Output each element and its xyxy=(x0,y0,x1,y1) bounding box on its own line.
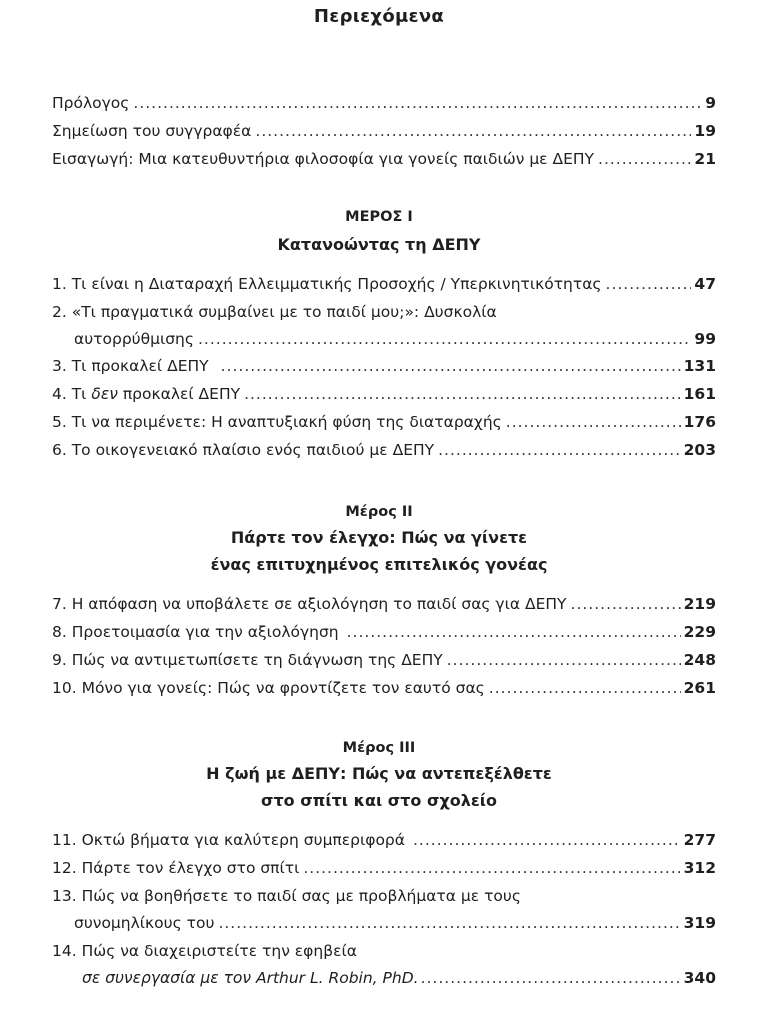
toc-entry-chapter-8[interactable] xyxy=(52,621,716,643)
leader-dots xyxy=(421,967,681,989)
entry-label: 3. Τι προκαλεί ΔΕΠΥ xyxy=(52,357,209,375)
leader-dots xyxy=(571,593,681,615)
entry-label: 2. «Τι πραγματικά συμβαίνει με το παιδί μου;»: Δυσκολία xyxy=(52,303,497,321)
toc-entry-chapter-2-line2[interactable] xyxy=(52,328,716,350)
entry-label: 10. Μόνο για γονείς: Πώς να φροντίζετε τον εαυτό σας xyxy=(52,679,485,697)
toc-entry-chapter-14-line2[interactable] xyxy=(82,967,716,989)
entry-label: Πρόλογος xyxy=(52,94,130,112)
entry-label: Εισαγωγή: Μια κατευθυντήρια φιλοσοφία για γονείς παιδιών με ΔΕΠΥ xyxy=(52,150,595,168)
entry-label: 8. Προετοιμασία για την αξιολόγηση xyxy=(52,623,339,641)
toc-entry-prologue[interactable] xyxy=(52,92,716,114)
leader-dots xyxy=(244,383,681,405)
toc-entry-chapter-10[interactable] xyxy=(52,677,716,699)
entry-label: 12. Πάρτε τον έλεγχο στο σπίτι xyxy=(52,859,300,877)
part-label: Μέρος ΙΙΙ xyxy=(342,740,416,756)
leader-dots xyxy=(447,649,681,671)
entry-page: 203 xyxy=(683,441,716,459)
toc-entry-chapter-13-line2[interactable] xyxy=(52,912,716,934)
leader-dots xyxy=(221,355,681,377)
entry-label: 1. Τι είναι η Διαταραχή Ελλειμματικής Προσοχής / Υπερκινητικότητας xyxy=(52,275,602,293)
entry-label-post: προκαλεί ΔΕΠΥ xyxy=(117,385,241,403)
entry-page: 9 xyxy=(705,94,716,112)
leader-dots xyxy=(606,273,692,295)
toc-entry-chapter-12[interactable] xyxy=(52,857,716,879)
entry-page: 261 xyxy=(683,679,716,697)
entry-label: Σημείωση του συγγραφέα xyxy=(52,122,252,140)
part-title: Κατανοώντας τη ΔΕΠΥ xyxy=(277,235,481,254)
leader-dots xyxy=(413,829,681,851)
toc-entry-chapter-1[interactable] xyxy=(52,273,716,295)
entry-label-continued: συνομηλίκους του xyxy=(74,914,215,932)
toc-entry-chapter-2-line1[interactable] xyxy=(52,301,716,323)
leader-dots xyxy=(506,411,681,433)
toc-entry-chapter-7[interactable] xyxy=(52,593,716,615)
entry-page: 161 xyxy=(683,385,716,403)
entry-subtitle: σε συνεργασία με τον Arthur L. Robin, PhD. xyxy=(82,969,419,987)
entry-page: 312 xyxy=(683,859,716,877)
leader-dots xyxy=(598,148,691,170)
toc-entry-author-note[interactable] xyxy=(52,120,716,142)
page-title: Περιεχόμενα xyxy=(313,6,445,27)
leader-dots xyxy=(489,677,681,699)
entry-page: 99 xyxy=(694,330,716,348)
toc-entry-chapter-13-line1[interactable] xyxy=(52,885,716,907)
entry-label-emphasis: δεν xyxy=(91,385,118,403)
entry-label: 7. Η απόφαση να υποβάλετε σε αξιολόγηση το παιδί σας για ΔΕΠΥ xyxy=(52,595,567,613)
entry-label xyxy=(52,383,240,405)
entry-label: 9. Πώς να αντιμετωπίσετε τη διάγνωση της ΔΕΠΥ xyxy=(52,651,443,669)
entry-label: 5. Τι να περιμένετε: Η αναπτυξιακή φύση της διαταραχής xyxy=(52,413,502,431)
entry-page: 277 xyxy=(683,831,716,849)
part-label: ΜΕΡΟΣ Ι xyxy=(345,209,413,225)
leader-dots xyxy=(255,120,691,142)
toc-entry-chapter-4[interactable] xyxy=(52,383,716,405)
entry-label: 11. Οκτώ βήματα για καλύτερη συμπεριφορά xyxy=(52,831,405,849)
entry-page: 319 xyxy=(683,914,716,932)
toc-entry-chapter-14-line1[interactable] xyxy=(52,940,716,962)
part-title-line2: στο σπίτι και στο σχολείο xyxy=(260,791,498,810)
toc-entry-chapter-5[interactable] xyxy=(52,411,716,433)
part-title-line1: Πάρτε τον έλεγχο: Πώς να γίνετε xyxy=(230,528,528,547)
entry-page: 248 xyxy=(683,651,716,669)
leader-dots xyxy=(438,439,681,461)
entry-page: 229 xyxy=(683,623,716,641)
toc-entry-chapter-9[interactable] xyxy=(52,649,716,671)
entry-label: 14. Πώς να διαχειριστείτε την εφηβεία xyxy=(52,942,357,960)
toc-entry-chapter-3[interactable] xyxy=(52,355,716,377)
entry-label: 13. Πώς να βοηθήσετε το παιδί σας με προβλήματα με τους xyxy=(52,887,521,905)
toc-entry-chapter-11[interactable] xyxy=(52,829,716,851)
leader-dots xyxy=(303,857,680,879)
entry-page: 340 xyxy=(683,969,716,987)
entry-page: 19 xyxy=(694,122,716,140)
toc-entry-chapter-6[interactable] xyxy=(52,439,716,461)
entry-page: 47 xyxy=(694,275,716,293)
leader-dots xyxy=(218,912,680,934)
leader-dots xyxy=(347,621,681,643)
entry-page: 21 xyxy=(694,150,716,168)
part-title-line1: Η ζωή με ΔΕΠΥ: Πώς να αντεπεξέλθετε xyxy=(206,764,552,783)
entry-label-pre: 4. Τι xyxy=(52,385,92,403)
part-title-line2: ένας επιτυχημένος επιτελικός γονέας xyxy=(210,555,548,574)
entry-label: 6. Το οικογενειακό πλαίσιο ενός παιδιού με ΔΕΠΥ xyxy=(52,441,435,459)
entry-page: 131 xyxy=(683,357,716,375)
leader-dots xyxy=(133,92,702,114)
toc-entry-introduction[interactable] xyxy=(52,148,716,170)
leader-dots xyxy=(198,328,691,350)
entry-page: 219 xyxy=(683,595,716,613)
part-label: Μέρος ΙΙ xyxy=(345,504,413,520)
entry-label-continued: αυτορρύθμισης xyxy=(74,330,194,348)
entry-page: 176 xyxy=(683,413,716,431)
